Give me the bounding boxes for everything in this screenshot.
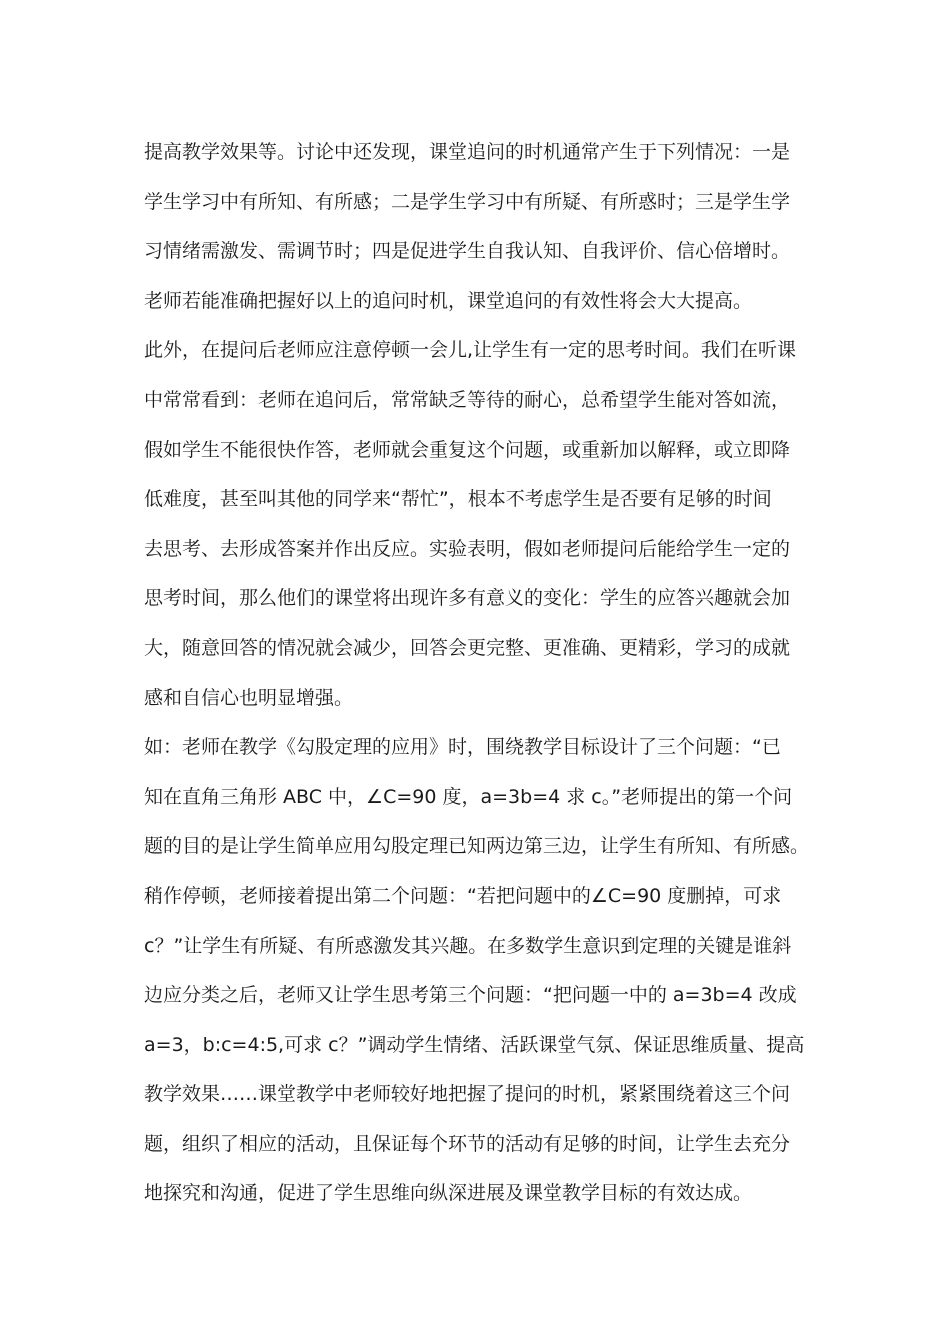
text-line: 学生学习中有所知、有所感；二是学生学习中有所疑、有所惑时；三是学生学: [144, 190, 791, 213]
text-line: 题，组织了相应的活动，且保证每个环节的活动有足够的时间，让学生去充分: [144, 1132, 791, 1155]
text-line: 如：老师在教学《勾股定理的应用》时，围绕教学目标设计了三个问题：“已: [144, 736, 781, 759]
text-line: 稍作停顿，老师接着提出第二个问题：“若把问题中的∠C=90 度删掉，可求: [144, 884, 782, 907]
text-line: 去思考、去形成答案并作出反应。实验表明，假如老师提问后能给学生一定的: [144, 537, 791, 560]
text-line: 地探究和沟通，促进了学生思维向纵深进展及课堂教学目标的有效达成。: [144, 1182, 753, 1205]
text-line: 大，随意回答的情况就会减少，回答会更完整、更准确、更精彩，学习的成就: [144, 636, 791, 659]
text-line: 思考时间，那么他们的课堂将出现许多有意义的变化：学生的应答兴趣就会加: [144, 587, 791, 610]
text-line: 知在直角三角形 ABC 中，∠C=90 度，a=3b=4 求 c。”老师提出的第一个问: [144, 785, 793, 808]
text-line: 习情绪需激发、需调节时；四是促进学生自我认知、自我评价、信心倍增时。: [144, 240, 791, 263]
body-text: [144, 131, 814, 1222]
text-line: 假如学生不能很快作答，老师就会重复这个问题，或重新加以解释，或立即降: [144, 438, 791, 461]
text-line: a=3，b:c=4:5,可求 c？”调动学生情绪、活跃课堂气氛、保证思维质量、提高: [144, 1033, 805, 1056]
text-line: 此外，在提问后老师应注意停顿一会儿,让学生有一定的思考时间。我们在听课: [144, 339, 797, 362]
text-line: 教学效果……课堂教学中老师较好地把握了提问的时机，紧紧围绕着这三个问: [144, 1083, 791, 1106]
text-line: 提高教学效果等。讨论中还发现，课堂追问的时机通常产生于下列情况：一是: [144, 141, 791, 163]
text-line: 边应分类之后，老师又让学生思考第三个问题：“把问题一中的 a=3b=4 改成: [144, 984, 797, 1007]
text-line: 感和自信心也明显增强。: [144, 686, 354, 709]
text-line: 题的目的是让学生简单应用勾股定理已知两边第三边，让学生有所知、有所感。: [144, 835, 810, 858]
text-line: 低难度，甚至叫其他的同学来“帮忙”，根本不考虑学生是否要有足够的时间: [144, 488, 772, 511]
text-line: c？”让学生有所疑、有所惑激发其兴趣。在多数学生意识到定理的关键是谁斜: [144, 934, 792, 957]
text-line: 中常常看到：老师在追问后，常常缺乏等待的耐心，总希望学生能对答如流，: [144, 388, 791, 411]
text-line: 老师若能准确把握好以上的追问时机，课堂追问的有效性将会大大提高。: [144, 289, 753, 312]
